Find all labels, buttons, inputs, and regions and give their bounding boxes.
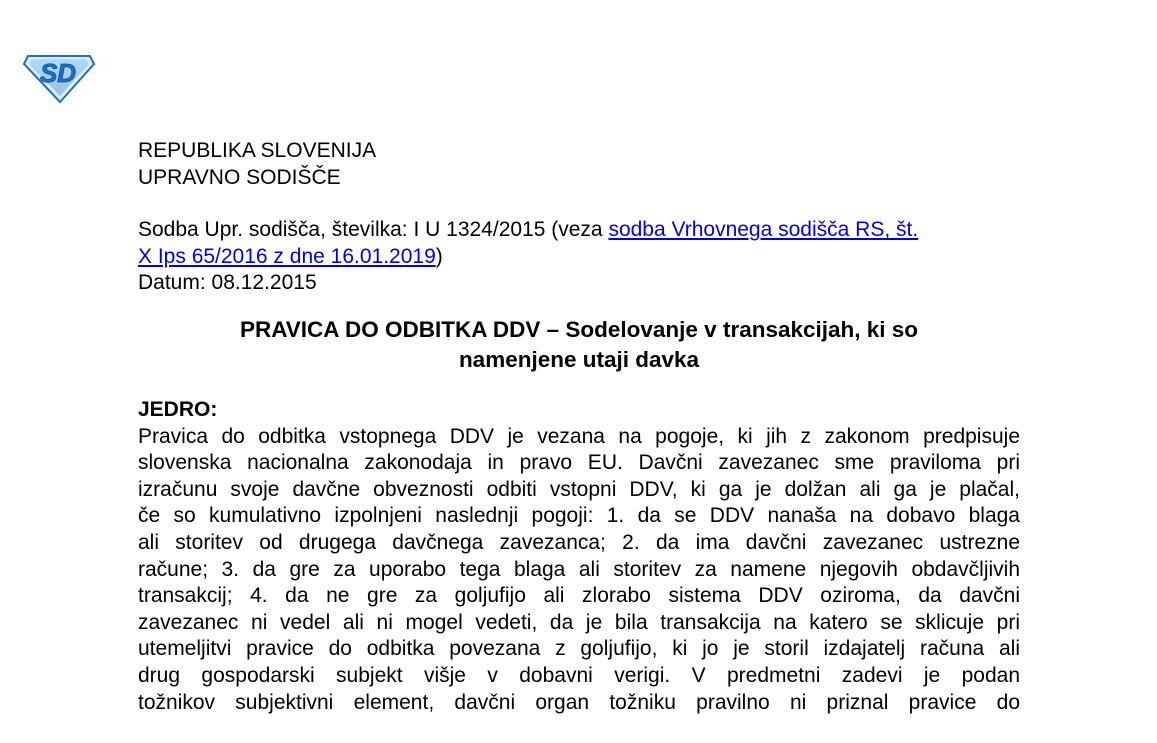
paragraph-line: ali storitev od drugega davčnega zavezanca; 2. da ima davčni zavezanec ustrezne: [138, 530, 1020, 554]
document-body: [138, 138, 1020, 716]
judgment-reference-line2: [138, 244, 1020, 271]
judgment-date: Datum: 08.12.2015: [138, 271, 317, 295]
title-line2: namenjene utaji davka: [458, 346, 700, 372]
header-court: UPRAVNO SODIŠČE: [138, 165, 341, 189]
supreme-court-link[interactable]: sodba Vrhovnega sodišča RS, št.: [608, 218, 919, 242]
paragraph-line: tožnikov subjektivni element, davčni organ tožniku pravilno ni priznal pravice do: [138, 690, 1020, 714]
court-shield-logo-icon: [22, 50, 96, 104]
paragraph-line: utemeljitvi pravice do odbitka povezana z goljufijo, ki jo je storil izdajatelj računa ali: [138, 637, 1020, 661]
supreme-court-link-cont[interactable]: X Ips 65/2016 z dne 16.01.2019: [138, 244, 436, 268]
paragraph-line: če so kumulativno izpolnjeni naslednji pogoji: 1. da se DDV nanaša na dobavo blaga: [138, 504, 1020, 528]
document-title: [138, 315, 1020, 375]
paragraph-line: račune; 3. da gre za uporabo tega blaga ali storitev za namene njegovih obdavčljivih: [138, 557, 1020, 581]
judgment-reference-line1: [138, 217, 1020, 244]
paragraph-line: Pravica do odbitka vstopnega DDV je vezana na pogoje, ki jih z zakonom predpisuje: [138, 424, 1020, 448]
logo-letters: SD: [39, 58, 77, 88]
header-republic: REPUBLIKA SLOVENIJA: [138, 139, 377, 162]
paragraph-line: transakcij; 4. da ne gre za goljufijo ali zlorabo sistema DDV oziroma, da davčni: [138, 584, 1020, 608]
paragraph-line: drug gospodarski subjekt višje v dobavni verigi. V predmetni zadevi je podan: [138, 663, 1020, 687]
paragraph-line: izračunu svoje davčne obveznosti odbiti vstopni DDV, ki ga je dolžan ali ga je plačal,: [138, 477, 1020, 501]
judgment-reference-suffix: ): [435, 244, 443, 268]
jedro-heading: JEDRO:: [138, 397, 218, 421]
paragraph-line: zavezanec ni vedel ali ni mogel vedeti, da je bila transakcija na katero se sklicuje pri: [138, 610, 1020, 634]
paragraph-line: slovenska nacionalna zakonodaja in pravo EU. Davčni zavezanec sme praviloma pri: [138, 451, 1020, 475]
judgment-reference-prefix: Sodba Upr. sodišča, številka: I U 1324/2015 (veza: [138, 218, 609, 242]
title-line1: PRAVICA DO ODBITKA DDV – Sodelovanje v transakcijah, ki so: [239, 316, 919, 342]
jedro-paragraph: [138, 424, 1020, 717]
